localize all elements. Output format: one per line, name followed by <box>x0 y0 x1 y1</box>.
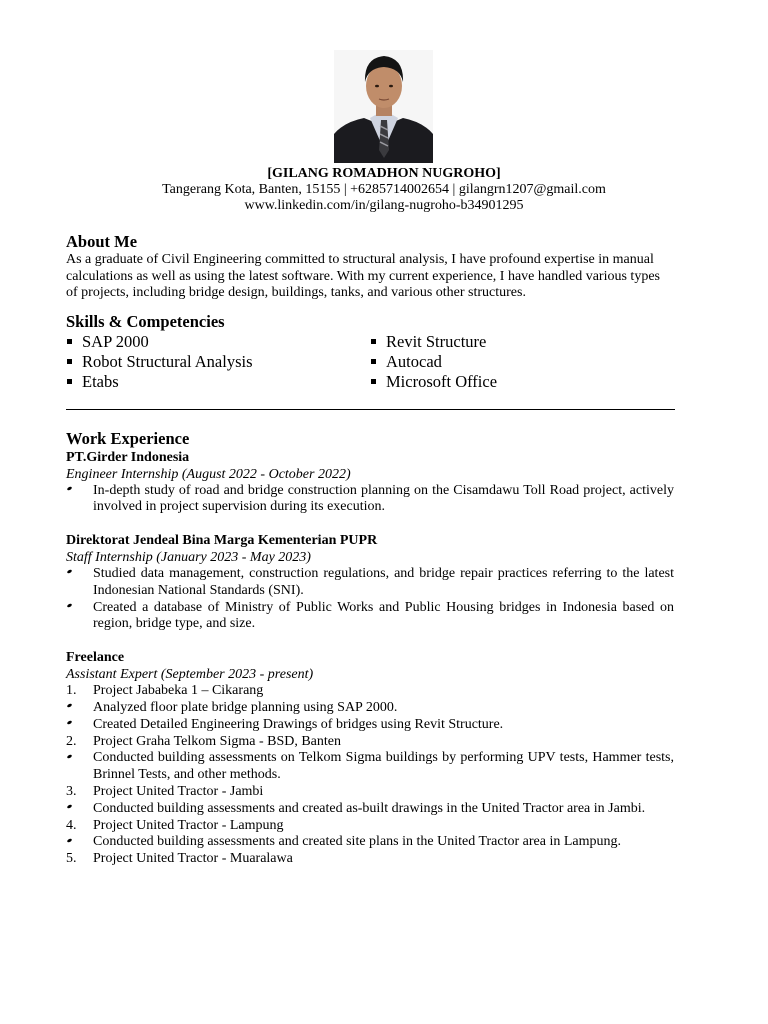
square-bullet-icon <box>67 379 72 384</box>
resume-header <box>0 165 768 214</box>
skills-list <box>66 332 674 392</box>
about-text: As a graduate of Civil Engineering committed to structural analysis, I have profound expertise in manual calculations as well as using the latest software. With my current experience, I have handled various types of projects, including bridge design, buildings, tanks, and various other structures. <box>66 252 660 300</box>
candidate-name: [GILANG ROMADHON NUGROHO] <box>267 166 501 181</box>
list-item: Studied data management, construction regulations, and bridge repair practices referring to the latest Indonesian National Standards (SNI). <box>66 566 674 600</box>
job-entry <box>66 532 674 633</box>
job-role: Assistant Expert (September 2023 - present) <box>66 667 314 683</box>
job-role: Staff Internship (January 2023 - May 2023) <box>66 550 311 566</box>
job-role: Engineer Internship (August 2022 - October 2022) <box>66 466 351 482</box>
contact-line: Tangerang Kota, Banten, 15155 | +6285714002654 | gilangrn1207@gmail.com <box>162 182 606 197</box>
skills-column-left <box>66 332 370 392</box>
list-item: Created a database of Ministry of Public Works and Public Housing bridges in Indonesia based on region, bridge type, and size. <box>66 600 674 634</box>
skill-item: Etabs <box>66 372 370 392</box>
square-bullet-icon <box>371 379 376 384</box>
company-name: PT.Girder Indonesia <box>66 449 190 465</box>
bullet-icon <box>67 804 73 809</box>
project-item: 2. Project Graha Telkom Sigma - BSD, Banten <box>66 733 342 749</box>
about-heading: About Me <box>66 232 138 251</box>
bullet-icon <box>67 754 73 759</box>
bullet-icon <box>67 838 73 843</box>
list-item: Analyzed floor plate bridge planning using SAP 2000. <box>66 700 674 717</box>
project-item: 3. Project United Tractor - Jambi <box>66 784 264 800</box>
list-item: Conducted building assessments and created site plans in the United Tractor area in Lampung. <box>66 834 674 851</box>
list-item: Created Detailed Engineering Drawings of bridges using Revit Structure. <box>66 717 674 734</box>
bullet-icon <box>67 703 73 708</box>
work-heading: Work Experience <box>66 428 190 448</box>
square-bullet-icon <box>67 359 72 364</box>
bullet-icon <box>67 603 73 608</box>
project-item: 1. Project Jababeka 1 – Cikarang <box>66 683 264 699</box>
skill-item: Microsoft Office <box>370 372 674 392</box>
bullet-icon <box>67 720 73 725</box>
company-name: Freelance <box>66 650 125 666</box>
list-item: Conducted building assessments on Telkom Sigma buildings by performing UPV tests, Hammer tests, Brinnel Tests, and other methods. <box>66 750 674 784</box>
skill-item: Robot Structural Analysis <box>66 352 370 372</box>
square-bullet-icon <box>371 339 376 344</box>
list-item: In-depth study of road and bridge construction planning on the Cisamdawu Toll Road project, actively involved in project supervision during its execution. <box>66 483 674 517</box>
section-divider <box>66 409 675 410</box>
job-entry <box>66 649 674 868</box>
project-item: 5. Project United Tractor - Muaralawa <box>66 851 293 867</box>
bullet-icon <box>67 486 73 491</box>
skills-column-right <box>370 332 674 392</box>
company-name: Direktorat Jendeal Bina Marga Kementerian PUPR <box>66 533 378 549</box>
resume-content <box>66 232 674 884</box>
job-entry <box>66 449 674 517</box>
bullet-icon <box>67 569 73 574</box>
profile-photo <box>334 50 433 163</box>
project-item: 4. Project United Tractor - Lampung <box>66 817 284 833</box>
skills-heading: Skills & Competencies <box>66 311 225 331</box>
list-item: Conducted building assessments and created as-built drawings in the United Tractor area in Jambi. <box>66 801 674 818</box>
skill-item: SAP 2000 <box>66 332 370 352</box>
square-bullet-icon <box>371 359 376 364</box>
linkedin-url: www.linkedin.com/in/gilang-nugroho-b34901295 <box>244 198 524 213</box>
square-bullet-icon <box>67 339 72 344</box>
skill-item: Autocad <box>370 352 674 372</box>
skill-item: Revit Structure <box>370 332 674 352</box>
